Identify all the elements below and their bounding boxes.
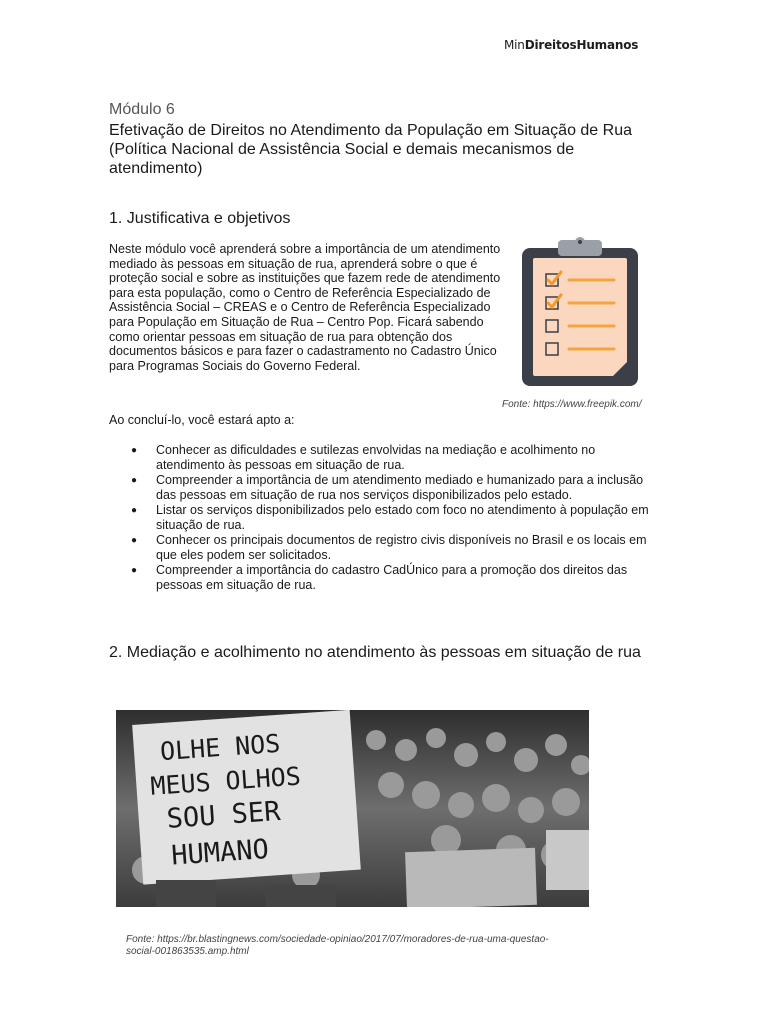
logo-prefix: Min bbox=[504, 38, 525, 52]
bullet-icon: ● bbox=[131, 505, 138, 516]
section-heading-mediacao: 2. Mediação e acolhimento no atendimento às pessoas em situação de rua bbox=[109, 644, 641, 661]
clipboard-checklist-icon bbox=[520, 236, 640, 388]
sign-line-1: OLHE NOS bbox=[159, 728, 282, 767]
logo-bold: DireitosHumanos bbox=[524, 38, 639, 52]
intro-paragraph: Neste módulo você aprenderá sobre a importância de um atendimento mediado às pessoas em situação de rua, aprenderá sobre o que é proteção social e sobre as instituições que fazem rede de atendimento para esta população, como o Centro de Referência Especializado de Assistência Social – CREAS e o Centro de Referência Especializado para População em Situação de Rua – Centro Pop. Ficará sabendo como orientar pessoas em situação de rua para obtenção dos documentos básicos e para fazer o cadastramento no Cadastro Único para Programas Sociais do Governo Federal. bbox=[109, 242, 501, 373]
bullet-icon: ● bbox=[131, 445, 138, 456]
objectives-intro: Ao concluí-lo, você estará apto a: bbox=[109, 413, 295, 427]
list-item bbox=[109, 563, 649, 593]
module-title: Efetivação de Direitos no Atendimento da População em Situação de Rua (Política Nacional de Assistência Social e demais mecanismos de atendimento) bbox=[109, 122, 632, 177]
objective-text: Compreender a importância do cadastro CadÚnico para a promoção dos direitos das pessoas em situação de rua. bbox=[156, 563, 628, 592]
objective-text: Listar os serviços disponibilizados pelo estado com foco no atendimento à população em situação de rua. bbox=[156, 503, 649, 532]
brand-logo bbox=[504, 38, 638, 52]
module-label: Módulo 6 bbox=[109, 101, 175, 118]
bullet-icon: ● bbox=[131, 565, 138, 576]
sign-line-2: MEUS OLHOS bbox=[149, 761, 302, 801]
list-item bbox=[109, 473, 649, 503]
objectives-list bbox=[109, 443, 649, 593]
section-heading-justificativa: 1. Justificativa e objetivos bbox=[109, 210, 291, 227]
bullet-icon: ● bbox=[131, 475, 138, 486]
sign-line-4: HUMANO bbox=[170, 833, 270, 872]
protest-photo bbox=[116, 710, 589, 907]
clipboard-image-caption: Fonte: https://www.freepik.com/ bbox=[502, 399, 642, 410]
objective-text: Conhecer as dificuldades e sutilezas envolvidas na mediação e acolhimento no atendimento às pessoas em situação de rua. bbox=[156, 443, 596, 472]
list-item bbox=[109, 533, 649, 563]
sign-line-3: SOU SER bbox=[165, 795, 282, 835]
list-item bbox=[109, 503, 649, 533]
objective-text: Compreender a importância de um atendimento mediado e humanizado para a inclusão das pessoas em situação de rua nos serviços disponibilizados pelo estado. bbox=[156, 473, 644, 502]
list-item bbox=[109, 443, 649, 473]
photo-caption: Fonte: https://br.blastingnews.com/sociedade-opiniao/2017/07/moradores-de-rua-uma-questao-social-001863535.amp.html bbox=[126, 934, 549, 957]
bullet-icon: ● bbox=[131, 535, 138, 546]
objective-text: Conhecer os principais documentos de registro civis disponíveis no Brasil e os locais em que eles podem ser solicitados. bbox=[156, 533, 647, 562]
